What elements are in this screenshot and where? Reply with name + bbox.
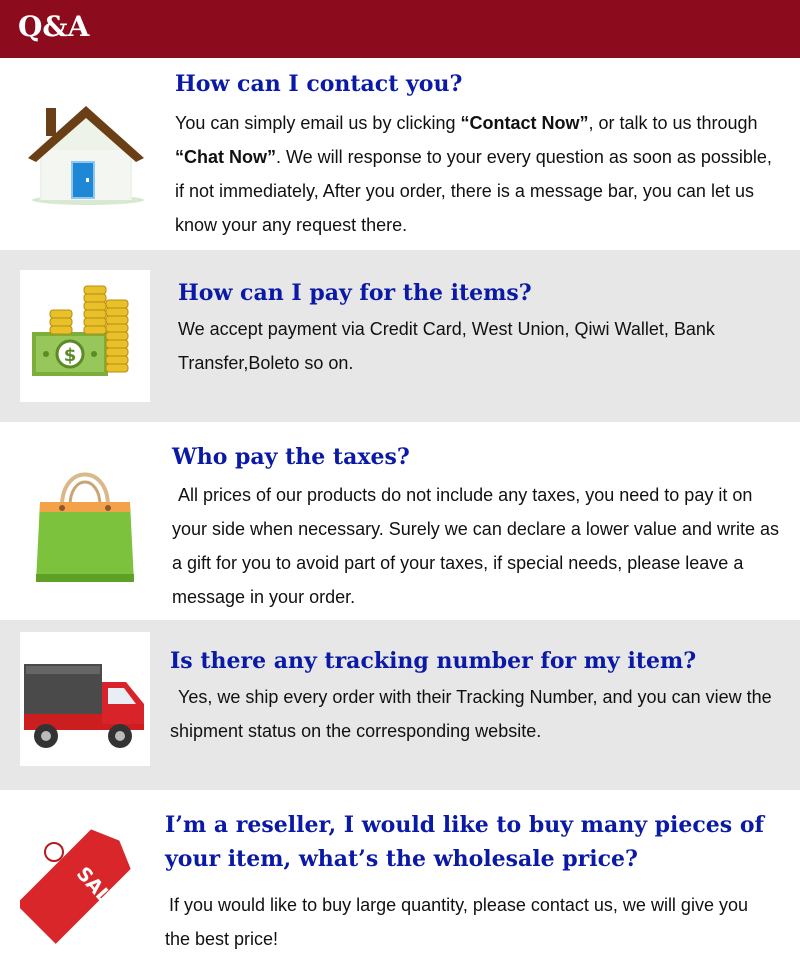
faq-question: I’m a reseller, I would like to buy many pieces of your item, what’s the wholesale price?: [165, 812, 764, 872]
faq-item-taxes: [0, 422, 800, 620]
faq-question: Is there any tracking number for my item?: [170, 648, 697, 674]
faq-item-tracking: [0, 620, 800, 790]
faq-answer: You can simply email us by clicking “Contact Now”, or talk to us through “Chat Now”. We will response to your every question as soon as possible, if not immediately, After you order, there is a message bar, you can let us know your any request there.: [175, 113, 772, 235]
delivery-truck-icon: [20, 632, 150, 766]
faq-question: How can I pay for the items?: [178, 280, 532, 306]
page-title: Q&A: [18, 10, 90, 43]
sale-tag-icon: [20, 808, 150, 948]
qa-header-bar: [0, 0, 800, 58]
faq-answer: All prices of our products do not include any taxes, you need to pay it on your side when necessary. Surely we can declare a lower value and write as a gift for you to avoid part of your taxes, if special needs, please leave a message in your order.: [172, 485, 779, 607]
faq-answer: We accept payment via Credit Card, West Union, Qiwi Wallet, Bank Transfer,Boleto so on.: [178, 319, 715, 373]
faq-question: How can I contact you?: [175, 71, 463, 97]
house-icon: [20, 88, 150, 206]
faq-item-wholesale: [0, 790, 800, 969]
faq-answer: Yes, we ship every order with their Tracking Number, and you can view the shipment status on the corresponding website.: [170, 687, 772, 741]
faq-answer: If you would like to buy large quantity, please contact us, we will give you the best price!: [165, 895, 748, 949]
sale-tag-text: SALE: [71, 862, 125, 918]
faq-item-payment: [0, 250, 800, 422]
money-coins-icon: [20, 270, 150, 402]
svg-text:$: $: [63, 345, 77, 366]
shopping-bag-icon: [20, 444, 150, 594]
faq-question: Who pay the taxes?: [172, 444, 410, 470]
faq-item-contact: [0, 58, 800, 250]
